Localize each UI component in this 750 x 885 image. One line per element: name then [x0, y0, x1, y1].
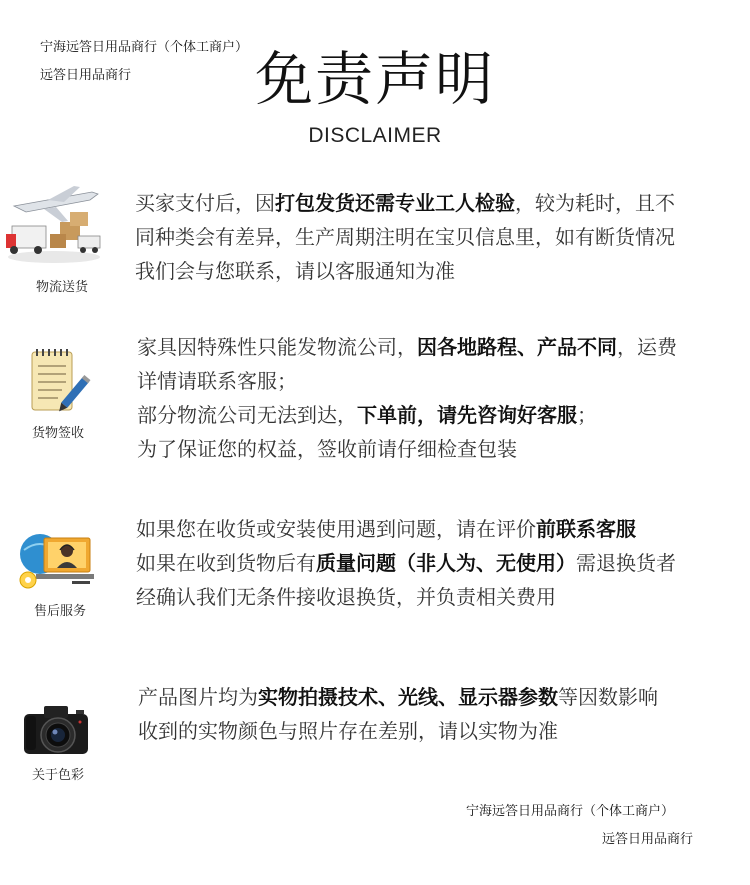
text-run: 如果在收到货物后有: [136, 551, 316, 575]
text-line: [138, 680, 658, 714]
text-run: 经确认我们无条件接收退换货，并负责相关费用: [136, 585, 556, 609]
text-line: [137, 398, 677, 432]
page-title: 免责声明: [254, 45, 495, 113]
text-run: 我们会与您联系，请以客服通知为准: [135, 259, 455, 283]
text-line: [136, 580, 676, 614]
text-run: 收到的实物颜色与照片存在差别，请以实物为准: [138, 719, 558, 743]
text-run: 等因数影响: [558, 685, 658, 709]
text-run: 如果您在收货或安装使用遇到问题，请在评价: [136, 517, 536, 541]
emphasis-text: 打包发货还需专业工人检验: [275, 191, 515, 215]
shop-name-short: 远答日用品商行: [40, 68, 132, 83]
customer-service-icon: [16, 524, 98, 596]
emphasis-text: 实物拍摄技术、光线、显示器参数: [258, 685, 558, 709]
text-run: 产品图片均为: [138, 685, 258, 709]
text-run: 家具因特殊性只能发物流公司，: [137, 335, 417, 359]
logistics-icon: [4, 182, 104, 277]
section-text-receipt: [137, 330, 677, 466]
text-line: [137, 330, 677, 364]
emphasis-text: 下单前，请先咨询好客服: [357, 403, 577, 427]
footer-shop-name-full: 宁海远答日用品商行（个体工商户）: [466, 804, 675, 819]
notepad-icon: [22, 346, 92, 418]
section-caption: 物流送货: [35, 280, 88, 295]
text-line: [135, 254, 675, 288]
text-line: [136, 546, 676, 580]
shop-name-full: 宁海远答日用品商行（个体工商户）: [40, 40, 249, 55]
text-line: [138, 714, 658, 748]
text-run: 买家支付后，因: [135, 191, 275, 215]
footer-shop-name-short: 远答日用品商行: [602, 832, 694, 847]
section-caption: 关于色彩: [31, 768, 84, 783]
section-text-logistics: [135, 186, 675, 288]
camera-icon: [20, 700, 92, 760]
text-run: 为了保证您的权益，签收前请仔细检查包装: [137, 437, 517, 461]
emphasis-text: 前联系客服: [536, 517, 636, 541]
text-line: [135, 186, 675, 220]
section-caption: 货物签收: [31, 426, 84, 441]
text-run: 详情请联系客服；: [137, 369, 297, 393]
text-run: ；: [577, 403, 597, 427]
text-run: ，运费: [617, 335, 677, 359]
text-line: [137, 432, 677, 466]
text-run: 同种类会有差异，生产周期注明在宝贝信息里，如有断货情况: [135, 225, 675, 249]
text-line: [135, 220, 675, 254]
section-text-after-sales: [136, 512, 676, 614]
text-run: 部分物流公司无法到达，: [137, 403, 357, 427]
section-text-color: [138, 680, 658, 748]
text-run: ，较为耗时，且不: [515, 191, 675, 215]
emphasis-text: 质量问题（非人为、无使用）: [316, 551, 576, 575]
emphasis-text: 因各地路程、产品不同: [417, 335, 617, 359]
text-run: 需退换货者: [576, 551, 676, 575]
page-subtitle: DISCLAIMER: [308, 124, 442, 147]
text-line: [137, 364, 677, 398]
section-caption: 售后服务: [33, 604, 86, 619]
text-line: [136, 512, 676, 546]
